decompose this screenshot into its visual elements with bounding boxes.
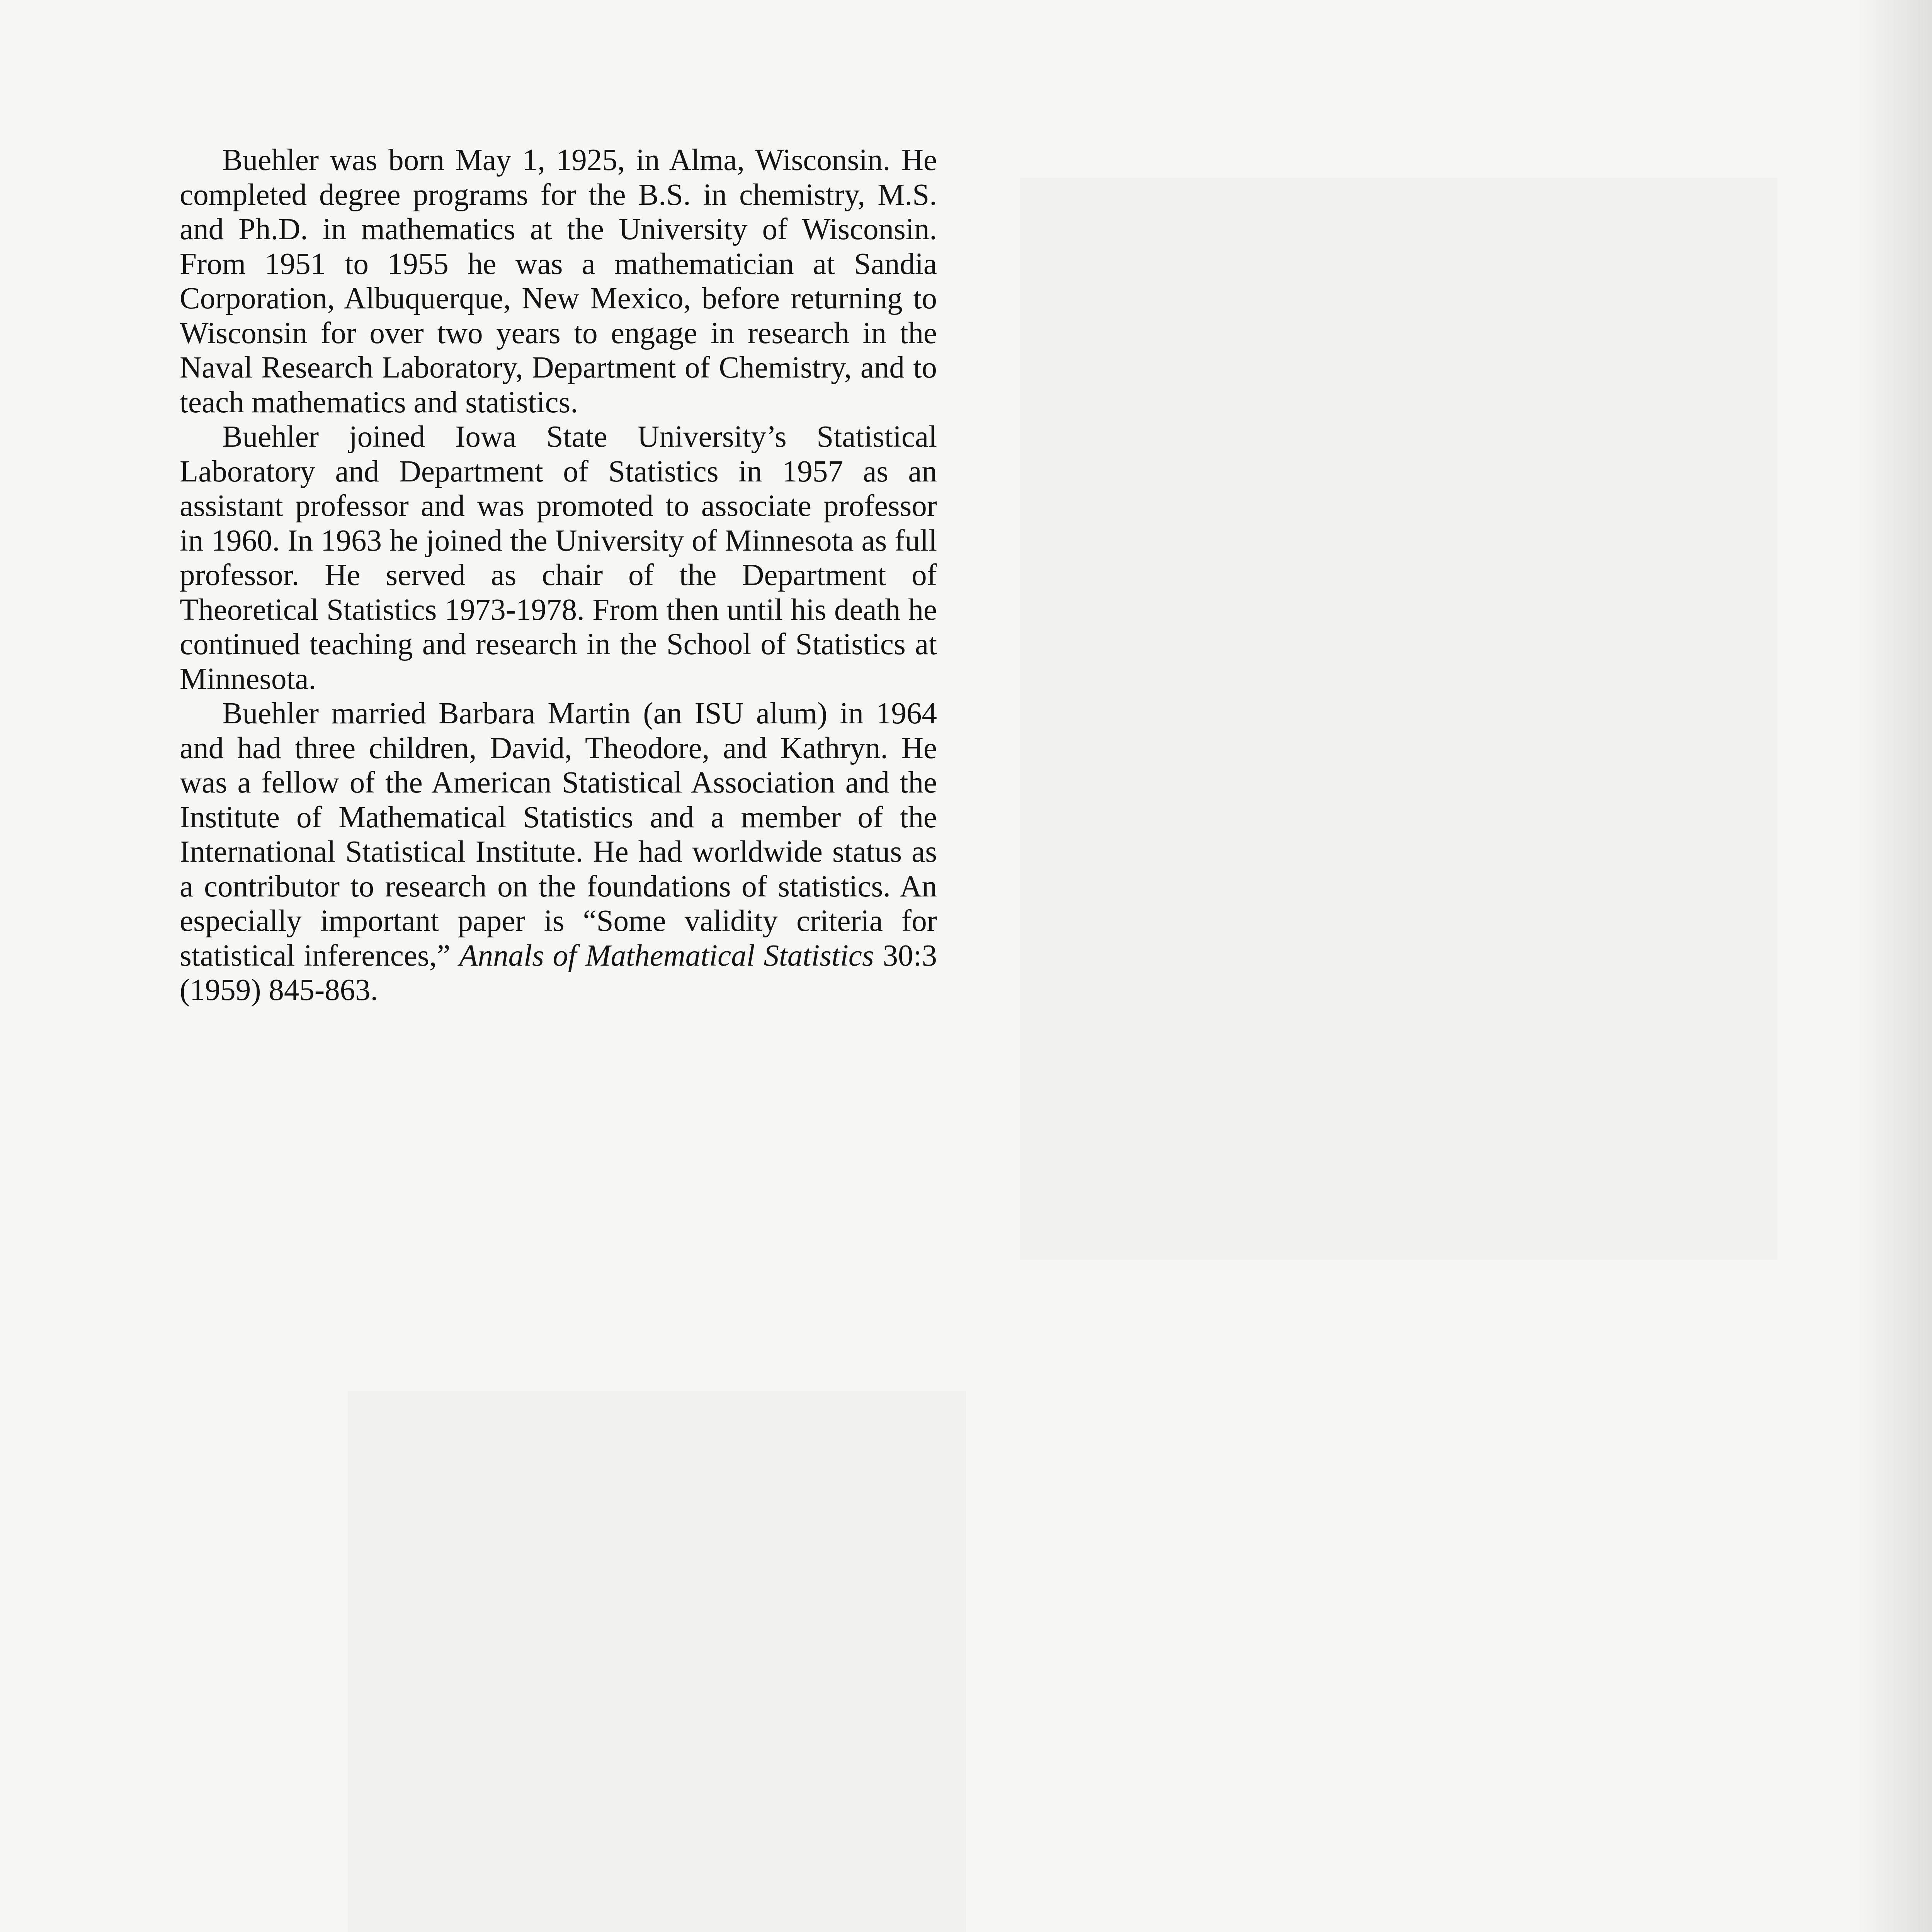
paragraph-3-text: Buehler married Barbara Martin (an ISU alum) in 1964 and had three children, David, Theodore, and Kathryn. He was a fellow of the American Statistical Association and the Institute of Mathematical Statistics and a member of the International Statistical Institute. He had worldwide status as a contributor to research on the foundations of statistics. An especially important paper is “Some validity criteria for statistical inferences,” — [180, 697, 937, 973]
obituary-text-column — [180, 143, 937, 1008]
page-gutter-shadow — [1855, 0, 1932, 1932]
obituary-paragraph-1: Buehler was born May 1, 1925, in Alma, Wisconsin. He completed degree programs for the B.S. in chemistry, M.S. and Ph.D. in mathematics at the University of Wisconsin. From 1951 to 1955 he was a mathematician at Sandia Corporation, Albuquerque, New Mexico, before returning to Wisconsin for over two years to engage in research in the Naval Research Laboratory, Department of Chemistry, and to teach mathematics and statistics. — [180, 143, 937, 419]
journal-title: Annals of Mathematical Statistics — [459, 939, 874, 973]
obituary-paragraph-3 — [180, 696, 937, 1008]
bleed-through-column — [1020, 178, 1777, 1260]
obituary-paragraph-2: Buehler joined Iowa State University’s Statistical Laboratory and Department of Statistics in 1957 as an assistant professor and was promoted to associate professor in 1960. In 1963 he joined the University of Minnesota as full professor. He served as chair of the Department of Theoretical Statistics 1973-1978. From then until his death he continued teaching and research in the School of Statistics at Minnesota. — [180, 420, 937, 696]
bleed-through-photo — [348, 1391, 966, 1932]
journal-citation: 30:3 (1959) 845-863. — [180, 939, 937, 1007]
